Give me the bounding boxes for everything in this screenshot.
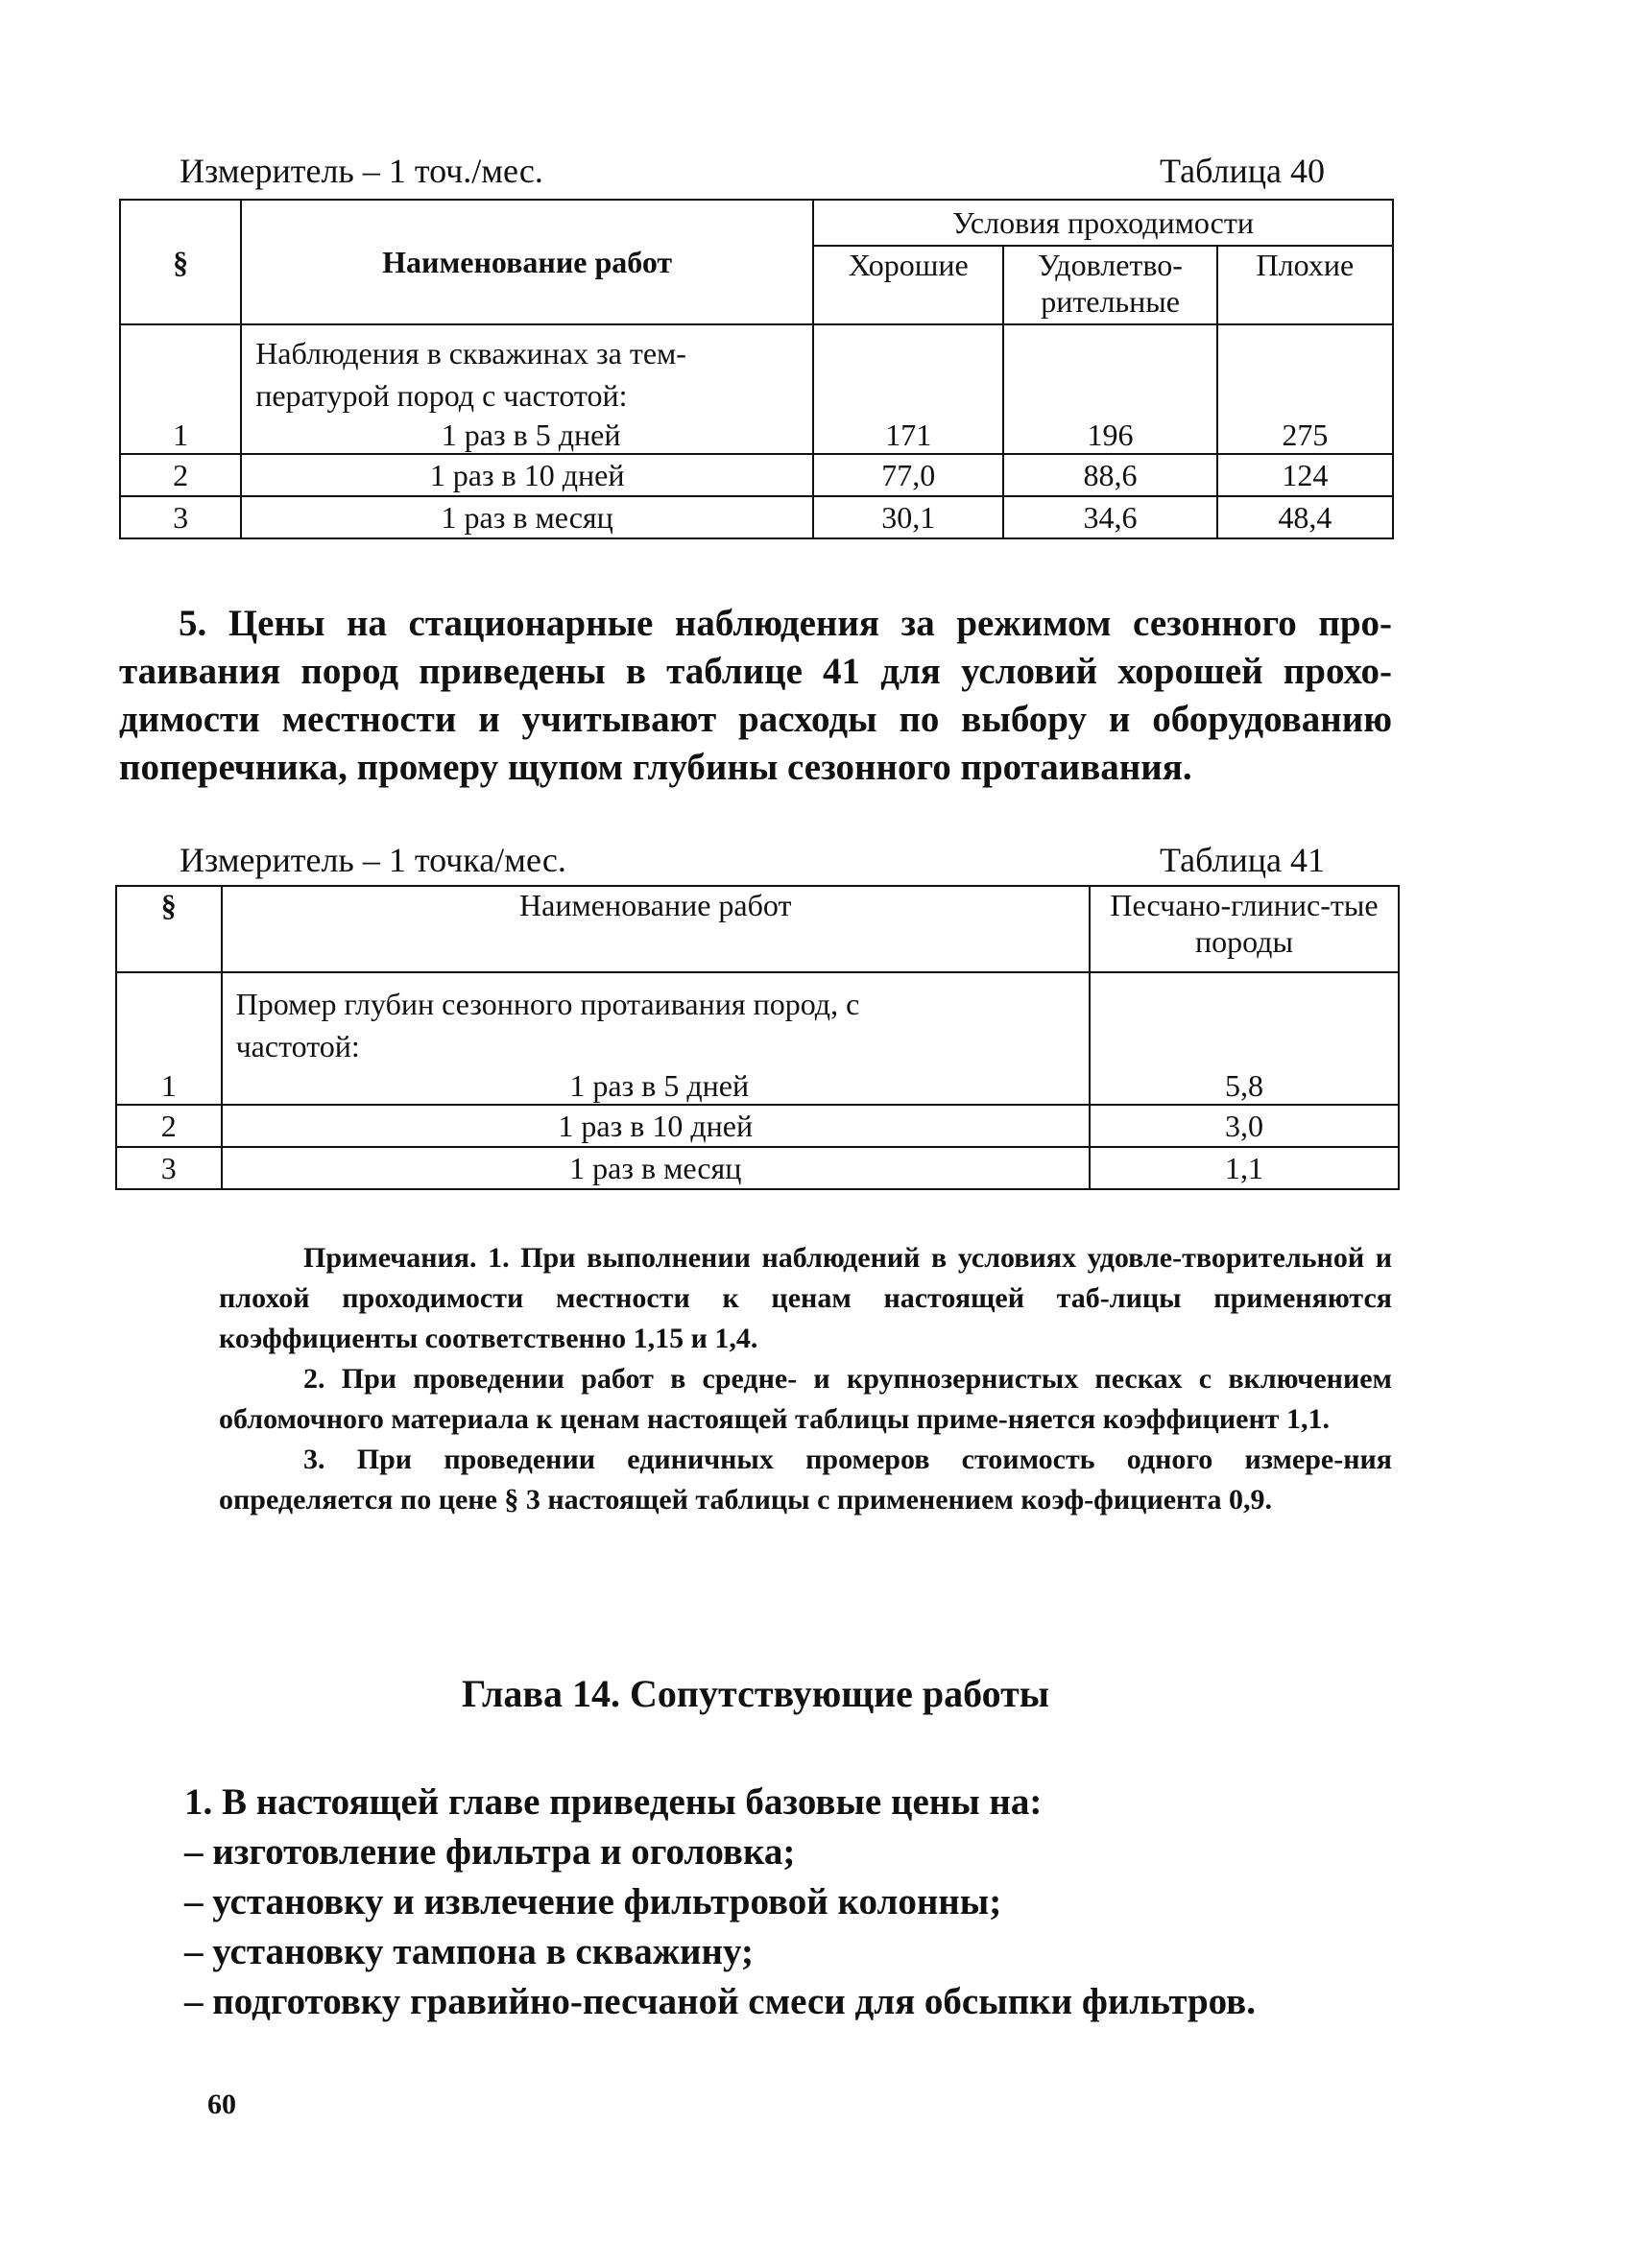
paragraph-5: 5. Цены на стационарные наблюдения за режимом сезонного про-таивания пород приведены в таблице 41 для условий хорошей прохо-димости местности и учитывают расходы по выбору и оборудованию поперечника, промеру щупом глубины сезонного протаивания. [119, 603, 1392, 788]
table40-header-poor: Плохие [1217, 246, 1393, 324]
row-name [222, 972, 1090, 1105]
cell-good: 77,0 [813, 454, 1003, 496]
row-intro: Наблюдения в скважинах за тем-пературой пород с частотой: [255, 336, 686, 413]
note-2: 2. При проведении работ в средне- и крупнозернистых песках с включением обломочного материала к ценам настоящей таблицы приме-няется коэффициент 1,1. [219, 1363, 1392, 1435]
note-3: 3. При проведении единичных промеров стоимость одного измере-ния определяется по цене § 3 настоящей таблицы с применением коэф-фициента 0,9. [219, 1444, 1392, 1516]
row-frequency: 1 раз в 5 дней [441, 418, 621, 452]
row-frequency: 1 раз в месяц [241, 496, 813, 538]
chapter-heading: Глава 14. Сопутствующие работы [462, 1672, 1049, 1715]
table41-header-section: § [116, 886, 222, 972]
table-41 [115, 885, 1400, 1190]
row-frequency: 1 раз в месяц [222, 1147, 1090, 1189]
table41-number-caption: Таблица 41 [1160, 841, 1325, 879]
row-frequency: 1 раз в 10 дней [222, 1105, 1090, 1147]
table-row [120, 324, 1393, 454]
cell-value: 3,0 [1090, 1105, 1399, 1147]
list-item: – подготовку гравийно-песчаной смеси для обсыпки фильтров. [184, 1981, 1256, 2022]
table-row [116, 1147, 1399, 1189]
cell-satisfactory: 88,6 [1003, 454, 1216, 496]
cell-poor: 48,4 [1217, 496, 1393, 538]
list-intro: 1. В настоящей главе приведены базовые цены на: [184, 1781, 1043, 1823]
row-intro: Промер глубин сезонного протаивания пород, с частотой: [235, 987, 860, 1063]
page-number: 60 [207, 2089, 236, 2120]
row-section: 3 [116, 1147, 222, 1189]
notes-block [219, 1238, 1392, 1520]
cell-satisfactory: 34,6 [1003, 496, 1216, 538]
cell-good: 171 [813, 324, 1003, 454]
row-frequency: 1 раз в 5 дней [569, 1068, 750, 1103]
cell-satisfactory: 196 [1003, 324, 1216, 454]
cell-poor: 275 [1217, 324, 1393, 454]
row-section: 1 [116, 972, 222, 1105]
table40-unit-caption: Измеритель – 1 точ./мес. [180, 152, 543, 190]
list-item: – установку тампона в скважину; [184, 1931, 754, 1972]
row-section: 2 [120, 454, 241, 496]
row-frequency: 1 раз в 10 дней [241, 454, 813, 496]
row-name [241, 324, 813, 454]
row-section: 1 [120, 324, 241, 454]
note-1: Примечания. 1. При выполнении наблюдений в условиях удовле-творительной и плохой проходимости местности к ценам настоящей таб-лицы применяются коэффициенты соответственно 1,15 и 1,4. [219, 1242, 1392, 1354]
table-row [116, 972, 1399, 1105]
table40-number-caption: Таблица 40 [1160, 152, 1325, 190]
table41-header-name: Наименование работ [222, 886, 1090, 972]
list-item: – установку и извлечение фильтровой колонны; [184, 1881, 1002, 1922]
cell-value: 1,1 [1090, 1147, 1399, 1189]
list-item: – изготовление фильтра и оголовка; [184, 1831, 796, 1873]
table40-header-section: § [120, 200, 241, 324]
table41-unit-caption: Измеритель – 1 точка/мес. [180, 841, 566, 879]
table-row [120, 454, 1393, 496]
table40-header-satisfactory: Удовлетво-рительные [1003, 246, 1216, 324]
table-row [116, 1105, 1399, 1147]
table40-header-conditions: Условия проходимости [813, 200, 1393, 246]
cell-good: 30,1 [813, 496, 1003, 538]
table-row [120, 496, 1393, 538]
table40-header-good: Хорошие [813, 246, 1003, 324]
table41-header-rocks: Песчано-глинис-тые породы [1090, 886, 1399, 972]
table40-header-name: Наименование работ [241, 200, 813, 324]
row-section: 2 [116, 1105, 222, 1147]
table-40 [119, 199, 1394, 539]
row-section: 3 [120, 496, 241, 538]
chapter-list [184, 1778, 1394, 2027]
cell-value: 5,8 [1090, 972, 1399, 1105]
cell-poor: 124 [1217, 454, 1393, 496]
